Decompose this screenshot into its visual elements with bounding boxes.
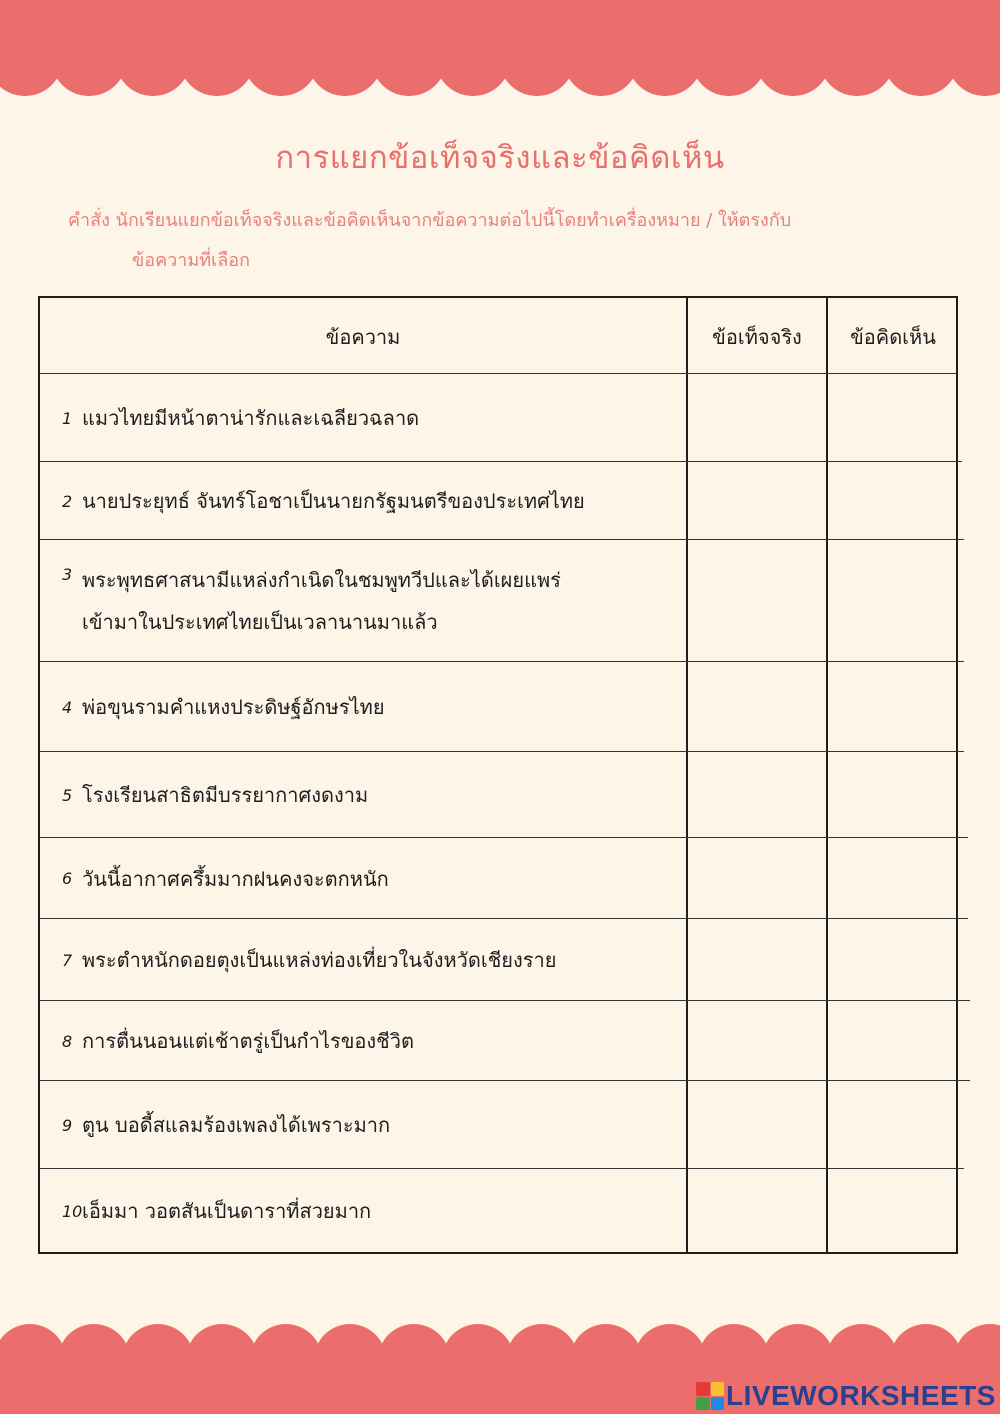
row-number: 8: [62, 1031, 73, 1051]
row-divider: [40, 918, 968, 919]
header-fact: ข้อเท็จจริง: [712, 324, 802, 349]
table-row: [62, 375, 682, 461]
row-statement: โรงเรียนสาธิตมีบรรยากาศงดงาม: [82, 783, 369, 807]
fact-checkbox-1[interactable]: [688, 375, 826, 461]
row-divider: [40, 1080, 970, 1081]
row-number: 5: [62, 785, 73, 805]
opinion-checkbox-10[interactable]: [828, 1170, 958, 1252]
row-statement: [82, 559, 561, 643]
table-row: [62, 1170, 682, 1252]
header-opinion: ข้อคิดเห็น: [850, 324, 936, 349]
row-number: 10: [62, 1201, 83, 1221]
opinion-checkbox-4[interactable]: [828, 663, 958, 751]
table-row: [62, 753, 682, 837]
logo-text: LIVEWORKSHEETS: [726, 1380, 996, 1411]
row-statement: เอ็มมา วอตสันเป็นดาราที่สวยมาก: [82, 1199, 372, 1223]
row-divider: [40, 539, 964, 540]
fact-checkbox-4[interactable]: [688, 663, 826, 751]
instruction: [68, 208, 948, 274]
top-scallop-border: [0, 0, 1000, 100]
row-divider: [40, 461, 962, 462]
instruction-line-1: คำสั่ง นักเรียนแยกข้อเท็จจริงและข้อคิดเห็นจากข้อความต่อไปนี้โดยทำเครื่องหมาย / ให้ตรงกับ: [68, 210, 792, 231]
row-number: 2: [62, 491, 73, 511]
worksheet-title: การแยกข้อเท็จจริงและข้อคิดเห็น: [275, 140, 725, 176]
table-row: [62, 463, 682, 539]
row-divider: [40, 837, 968, 838]
liveworksheets-logo: [696, 1380, 996, 1412]
opinion-checkbox-5[interactable]: [828, 753, 958, 837]
row-statement: พระตำหนักดอยตุงเป็นแหล่งท่องเที่ยวในจังหวัดเชียงราย: [82, 948, 557, 972]
row-statement: พ่อขุนรามคำแหงประดิษฐ์อักษรไทย: [82, 695, 385, 719]
row-statement: แมวไทยมีหน้าตาน่ารักและเฉลียวฉลาด: [82, 406, 420, 430]
row-statement-line-2: เข้ามาในประเทศไทยเป็นเวลานานมาแล้ว: [82, 610, 438, 634]
row-statement: วันนี้อากาศครึ้มมากฝนคงจะตกหนัก: [82, 866, 389, 891]
fact-checkbox-5[interactable]: [688, 753, 826, 837]
fact-checkbox-3[interactable]: [688, 541, 826, 661]
opinion-checkbox-3[interactable]: [828, 541, 958, 661]
opinion-checkbox-2[interactable]: [828, 463, 958, 539]
table-row: [62, 663, 682, 751]
opinion-checkbox-1[interactable]: [828, 375, 958, 461]
table-row: [62, 1002, 682, 1080]
fact-checkbox-10[interactable]: [688, 1170, 826, 1252]
opinion-checkbox-6[interactable]: [828, 839, 958, 918]
row-divider: [40, 1000, 970, 1001]
header-statement: ข้อความ: [325, 324, 401, 349]
row-statement-line-1: พระพุทธศาสนามีแหล่งกำเนิดในชมพูทวีปและได้เผยแพร่: [82, 568, 561, 592]
row-number: 7: [62, 950, 73, 970]
row-divider: [40, 1168, 964, 1169]
opinion-checkbox-9[interactable]: [828, 1082, 958, 1168]
row-number: 4: [62, 697, 73, 717]
fact-checkbox-6[interactable]: [688, 839, 826, 918]
fact-checkbox-9[interactable]: [688, 1082, 826, 1168]
row-divider: [40, 751, 964, 752]
row-statement: การตื่นนอนแต่เช้าตรู่เป็นกำไรของชีวิต: [82, 1029, 414, 1053]
row-statement: ตูน บอดี้สแลมร้องเพลงได้เพราะมาก: [82, 1113, 391, 1137]
table-row: [62, 541, 682, 661]
opinion-checkbox-7[interactable]: [828, 920, 958, 1000]
row-number: 3: [62, 565, 73, 584]
fact-checkbox-8[interactable]: [688, 1002, 826, 1080]
row-statement: นายประยุทธ์ จันทร์โอชาเป็นนายกรัฐมนตรีของประเทศไทย: [82, 489, 585, 513]
fact-checkbox-2[interactable]: [688, 463, 826, 539]
fact-checkbox-7[interactable]: [688, 920, 826, 1000]
opinion-checkbox-8[interactable]: [828, 1002, 958, 1080]
instruction-line-2: ข้อความที่เลือก: [132, 250, 250, 271]
table-row: [62, 839, 682, 918]
row-number: 1: [62, 408, 73, 428]
row-divider: [40, 661, 964, 662]
row-number: 6: [62, 869, 73, 888]
row-number: 9: [62, 1115, 73, 1135]
table-row: [62, 920, 682, 1000]
fact-opinion-table: [38, 296, 958, 1254]
logo-icon: [696, 1382, 724, 1410]
table-row: [62, 1082, 682, 1168]
